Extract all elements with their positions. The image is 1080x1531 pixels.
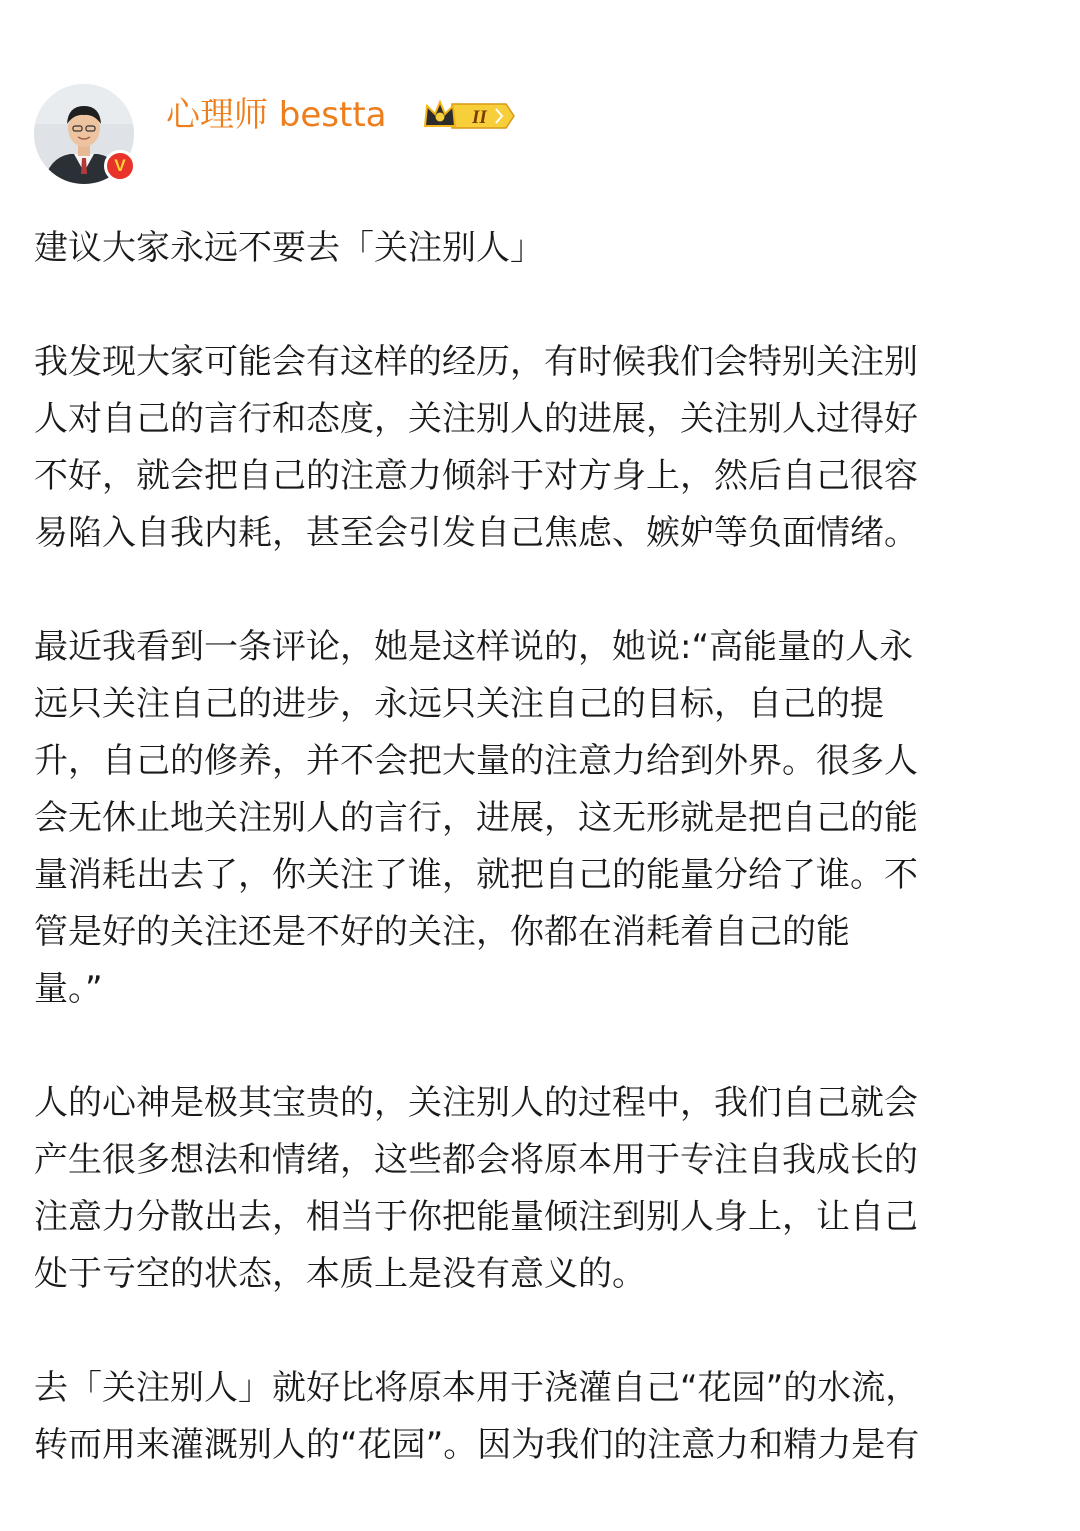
post-paragraph-2: 最近我看到一条评论，她是这样说的，她说:“高能量的人永 远只关注自己的进步，永远只关注自己的目标，自己的提 升，自己的修养，并不会把大量的注意力给到外界。很多人 会无休止地关注别人的言行，进展，这无形就是把自己的能 量消耗出去了，你关注了谁，就把自己的能量分给了谁。不 管是好的关注还是不好的关注，你都在消耗着自己的能 量。” xyxy=(34,627,918,1009)
level-text: II xyxy=(472,107,487,128)
post-paragraph-4: 去「关注别人」就好比将原本用于浇灌自己“花园”的水流， 转而用来灌溉别人的“花园”。因为我们的注意力和精力是有 xyxy=(34,1368,920,1465)
post-paragraph-3: 人的心神是极其宝贵的，关注别人的过程中，我们自己就会 产生很多想法和情绪，这些都会将原本用于专注自我成长的 注意力分散出去，相当于你把能量倾注到别人身上，让自己 处于亏空的状态，本质上是没有意义的。 xyxy=(34,1083,918,1294)
post-paragraph-1: 我发现大家可能会有这样的经历，有时候我们会特别关注别 人对自己的言行和态度，关注别人的进展，关注别人过得好 不好，就会把自己的注意力倾斜于对方身上，然后自己很容 易陷入自我内耗，甚至会引发自己焦虑、嫉妒等负面情绪。 xyxy=(34,342,918,553)
author-name[interactable]: 心理师 bestta xyxy=(166,95,387,135)
crown-level-badge-icon[interactable] xyxy=(422,98,516,134)
post-header xyxy=(34,84,1034,194)
author-avatar-wrap[interactable] xyxy=(34,84,134,184)
verified-badge-icon: V xyxy=(104,150,136,182)
post-body xyxy=(34,220,1034,1531)
post-title: 建议大家永远不要去「关注别人」 xyxy=(34,228,544,268)
